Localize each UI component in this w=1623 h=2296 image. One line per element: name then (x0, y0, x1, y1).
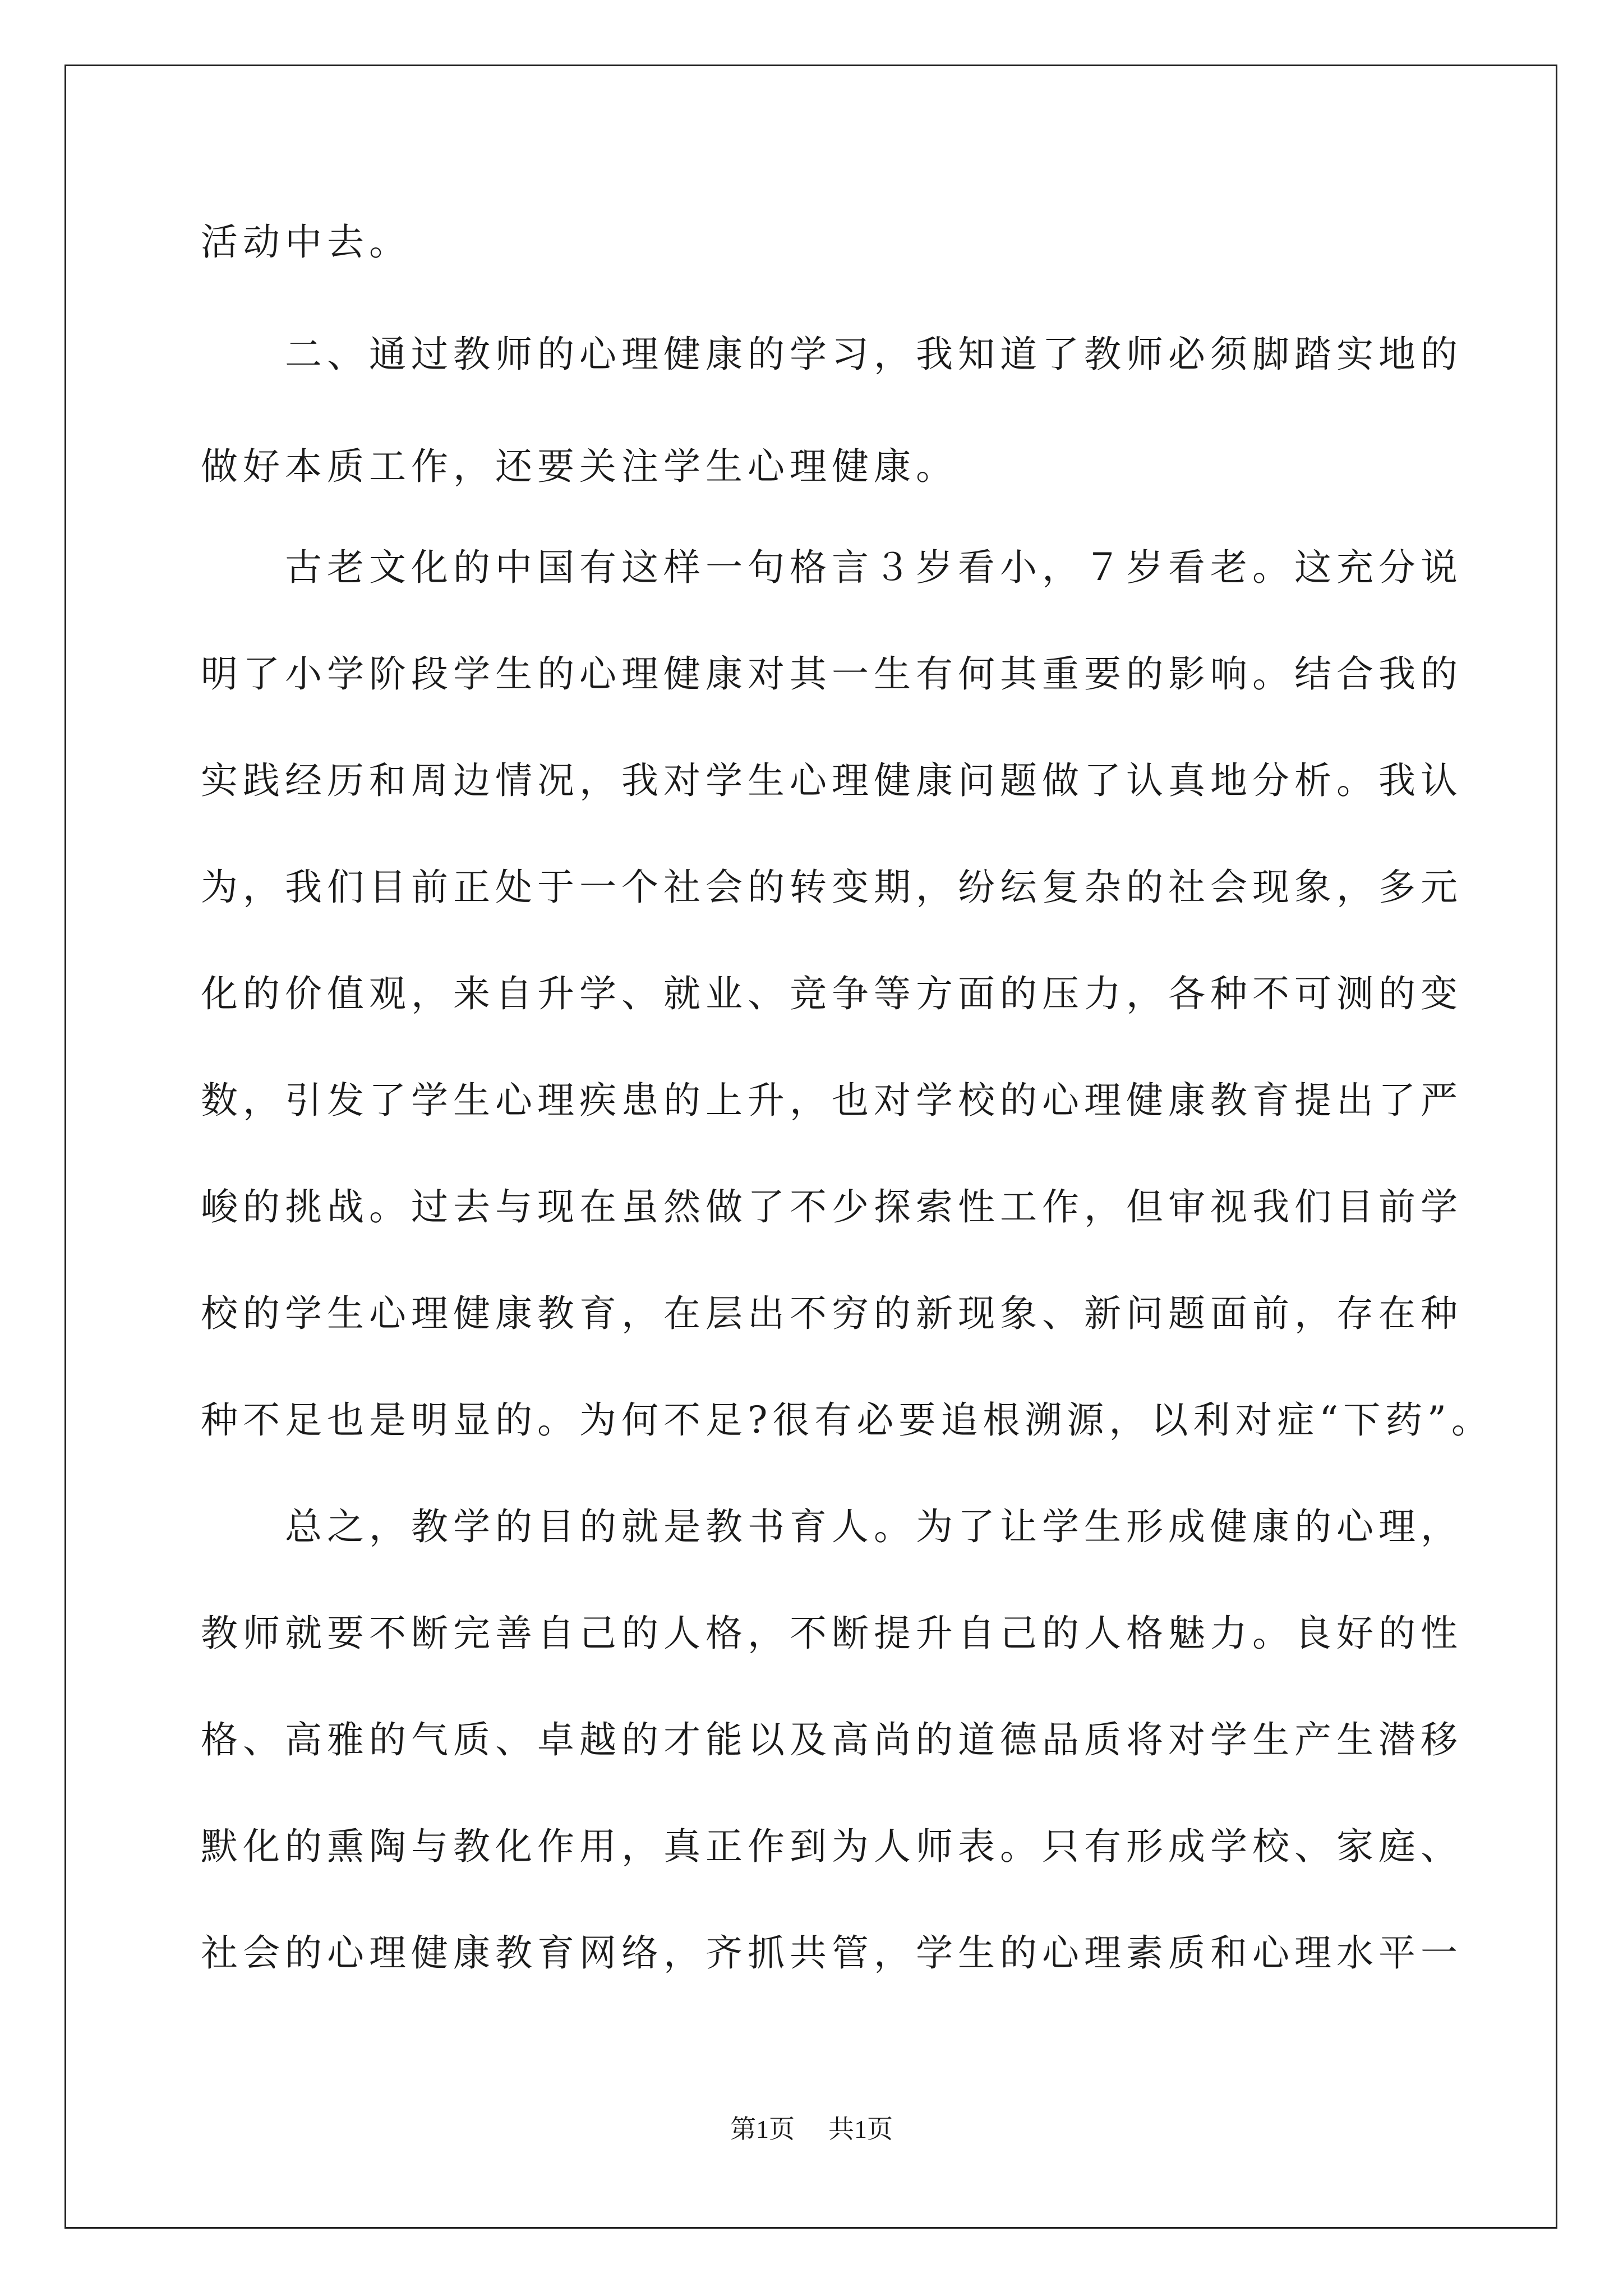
body-text-line: 二、通过教师的心理健康的学习，我知道了教师必须脚踏实地的 (201, 333, 1463, 376)
body-text-line: 教师就要不断完善自己的人格，不断提升自己的人格魅力。良好的性 (201, 1612, 1463, 1655)
body-text-line: 默化的熏陶与教化作用，真正作到为人师表。只有形成学校、家庭、 (201, 1825, 1463, 1868)
page-footer (0, 2114, 1623, 2145)
body-text-line: 峻的挑战。过去与现在虽然做了不少探索性工作，但审视我们目前学 (201, 1185, 1463, 1228)
body-text-line: 活动中去。 (201, 220, 411, 264)
page-total: 共1页 (828, 2115, 893, 2143)
body-text-line: 社会的心理健康教育网络，齐抓共管，学生的心理素质和心理水平一 (201, 1931, 1463, 1975)
body-text-line: 数，引发了学生心理疾患的上升，也对学校的心理健康教育提出了严 (201, 1079, 1463, 1122)
body-text-line: 实践经历和周边情况，我对学生心理健康问题做了认真地分析。我认 (201, 759, 1463, 802)
body-text-line: 明了小学阶段学生的心理健康对其一生有何其重要的影响。结合我的 (201, 652, 1463, 696)
page-border (64, 65, 1557, 2229)
body-text-line: 总之，教学的目的就是教书育人。为了让学生形成健康的心理， (201, 1505, 1463, 1548)
body-text-line: 校的学生心理健康教育，在层出不穷的新现象、新问题面前，存在种 (201, 1292, 1463, 1335)
body-text-line: 种不足也是明显的。为何不足?很有必要追根溯源，以利对症“下药”。 (201, 1398, 1493, 1442)
body-text-line: 古老文化的中国有这样一句格言３岁看小，７岁看老。这充分说 (201, 546, 1463, 589)
page-number: 第1页 (730, 2115, 795, 2143)
body-text-line: 做好本质工作，还要关注学生心理健康。 (201, 445, 958, 488)
body-text-line: 为，我们目前正处于一个社会的转变期，纷纭复杂的社会现象，多元 (201, 866, 1463, 909)
body-text-line: 化的价值观，来自升学、就业、竞争等方面的压力，各种不可测的变 (201, 972, 1463, 1015)
body-text-line: 格、高雅的气质、卓越的才能以及高尚的道德品质将对学生产生潜移 (201, 1718, 1463, 1761)
